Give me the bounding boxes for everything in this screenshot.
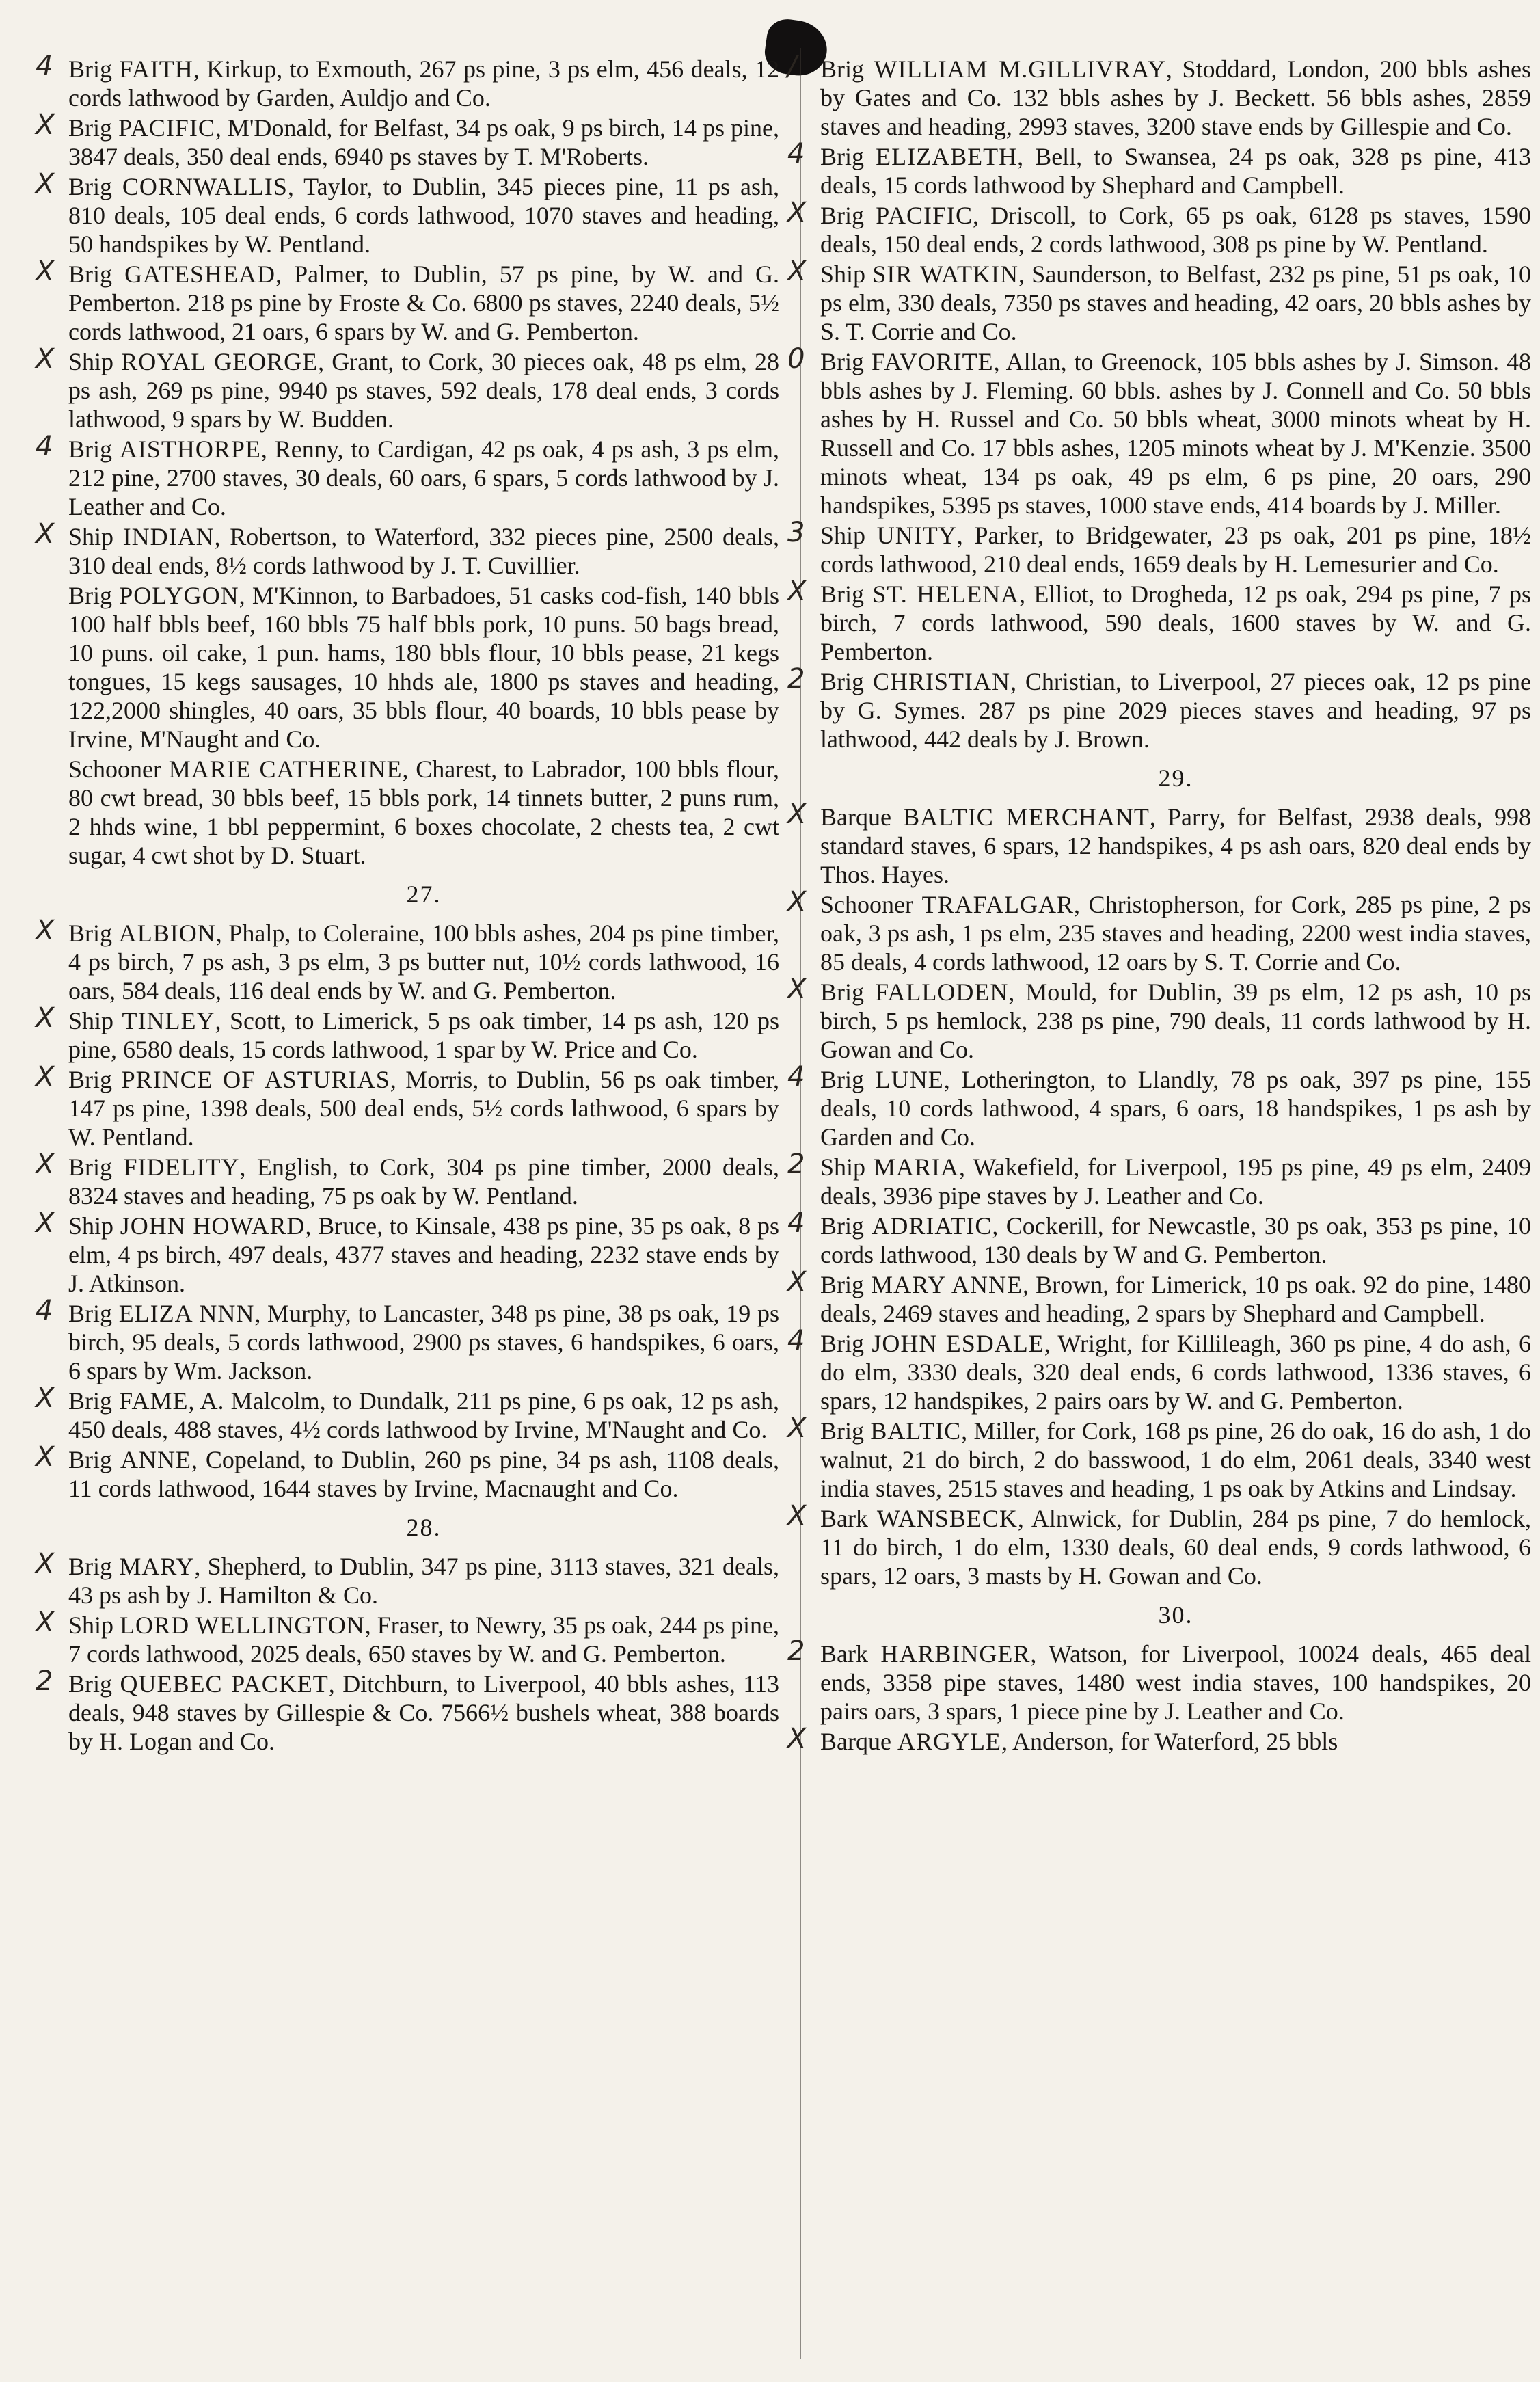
ship-entry <box>36 1665 779 1756</box>
vessel-type: Brig <box>820 1271 865 1298</box>
cargo-details: , Fraser, to Newry, 35 ps oak, 244 ps pine, 7 cords lathwood, 2025 deals, 650 staves by W. and G. Pemberton. <box>68 1611 779 1668</box>
ship-entry <box>787 576 1532 666</box>
cargo-details: , M'Donald, for Belfast, 34 ps oak, 9 ps birch, 14 ps pine, 3847 deals, 350 deal ends, 6940 ps staves by T. M'Roberts. <box>68 114 780 170</box>
vessel-name: GATESHEAD <box>124 260 276 288</box>
cargo-details: , Wright, for Killileagh, 360 ps pine, 4 do ash, 6 do elm, 3330 deals, 320 deal ends, 6 cords lathwood, 1336 staves, 6 spars, 12 handspikes, 2 pairs oars by W. and G. Pemberton. <box>820 1330 1531 1415</box>
ship-entry <box>787 886 1532 976</box>
vessel-name: CHRISTIAN <box>872 668 1010 695</box>
vessel-type: Barque <box>820 1728 891 1755</box>
vessel-type: Brig <box>820 55 865 83</box>
margin-mark: 2 <box>787 1149 805 1180</box>
vessel-name: MARY ANNE <box>871 1271 1023 1298</box>
vessel-type: Barque <box>820 803 891 831</box>
ship-entry <box>36 1295 779 1385</box>
vessel-name: UNITY <box>876 522 957 549</box>
vessel-name: TINLEY <box>122 1007 215 1034</box>
vessel-type: Ship <box>68 1611 114 1639</box>
vessel-name: WANSBECK <box>876 1505 1018 1532</box>
vessel-name: ELIZA NNN <box>118 1300 255 1327</box>
vessel-type: Ship <box>820 260 866 288</box>
ship-entry <box>787 1635 1531 1726</box>
ship-entry <box>787 974 1532 1064</box>
margin-mark: X <box>36 343 55 375</box>
vessel-name: MARIE CATHERINE <box>168 755 403 783</box>
vessel-type: Brig <box>820 668 865 695</box>
margin-mark: X <box>787 886 807 918</box>
cargo-details: , Bell, to Swansea, 24 ps oak, 328 ps pine, 413 deals, 15 cords lathwood by Shephard and Campbell. <box>820 143 1531 199</box>
cargo-details: , Parry, for Belfast, 2938 deals, 998 standard staves, 6 spars, 12 handspikes, 4 ps ash oars, 820 deal ends by Thos. Hayes. <box>820 803 1532 888</box>
vessel-name: SIR WATKIN <box>872 260 1018 288</box>
ship-entry <box>68 755 779 870</box>
margin-mark: X <box>36 1149 55 1180</box>
vessel-name: MARIA <box>874 1153 960 1181</box>
cargo-details: , Palmer, to Dublin, 57 ps pine, by W. and G. Pemberton. 218 ps pine by Froste & Co. 6800 ps staves, 2240 deals, 5½ cords lathwood, 21 oars, 6 spars by W. and G. Pemberton. <box>68 260 779 345</box>
cargo-details: , Parker, to Bridgewater, 23 ps oak, 201 ps pine, 18½ cords lathwood, 210 deal ends, 1659 deals by H. Lemesurier and Co. <box>820 522 1532 578</box>
cargo-details: , Murphy, to Lancaster, 348 ps pine, 38 ps oak, 19 ps birch, 95 deals, 5 cords lathwood, 2900 ps staves, 6 handspikes, 6 oars, 6 spars by Wm. Jackson. <box>68 1300 779 1384</box>
ship-entry <box>787 663 1532 753</box>
ship-entry <box>36 1207 780 1298</box>
cargo-details: , Phalp, to Coleraine, 100 bbls ashes, 204 ps pine timber, 4 ps birch, 7 ps ash, 3 ps elm, 3 ps butter nut, 10½ cords lathwood, 16 oars, 584 deals, 116 deal ends by W. and G. Pemberton. <box>68 920 780 1004</box>
margin-mark: X <box>787 197 807 228</box>
margin-mark: X <box>787 1413 807 1444</box>
ship-entry <box>787 197 1532 258</box>
cargo-details: , Scott, to Limerick, 5 ps oak timber, 14 ps ash, 120 ps pine, 6580 deals, 15 cords lathwood, 1 spar by W. Price and Co. <box>68 1007 780 1063</box>
date-heading: 27. <box>406 881 442 908</box>
ship-entry <box>36 1441 779 1503</box>
ship-entry <box>36 915 780 1005</box>
vessel-type: Ship <box>68 1212 114 1240</box>
date-heading: 28. <box>406 1514 442 1541</box>
cargo-details: , Saunderson, to Belfast, 232 ps pine, 51 ps oak, 10 ps elm, 330 deals, 7350 ps staves and heading, 42 oars, 20 bbls ashes by S. T. Corrie and Co. <box>820 260 1532 345</box>
column-rule <box>800 48 801 2359</box>
vessel-type: Bark <box>820 1505 868 1532</box>
vessel-name: HARBINGER <box>880 1640 1031 1668</box>
margin-mark: 2 <box>36 1665 53 1697</box>
margin-mark: 2 <box>787 1635 805 1667</box>
vessel-name: ROYAL GEORGE <box>121 348 319 375</box>
ship-entry <box>787 138 1531 200</box>
vessel-type: Brig <box>68 436 113 463</box>
cargo-details: , Driscoll, to Cork, 65 ps oak, 6128 ps staves, 1590 deals, 150 deal ends, 2 cords lathwood, 308 ps pine by W. Pentland. <box>820 202 1532 258</box>
vessel-name: INDIAN <box>122 523 215 550</box>
vessel-type: Brig <box>820 1066 865 1093</box>
cargo-details: , Kirkup, to Exmouth, 267 ps pine, 3 ps elm, 456 deals, 12 cords lathwood by Garden, Auldjo and Co. <box>68 55 780 111</box>
ship-entry <box>36 168 779 258</box>
ship-entry <box>36 1607 779 1668</box>
margin-mark: X <box>36 1002 55 1034</box>
margin-mark: X <box>36 1382 55 1414</box>
vessel-type: Ship <box>68 348 114 375</box>
vessel-type: Ship <box>68 1007 114 1034</box>
ship-entry <box>36 431 779 521</box>
cargo-details: , Mould, for Dublin, 39 ps elm, 12 ps ash, 10 ps birch, 5 ps hemlock, 238 ps pine, 790 deals, 11 cords lathwood by H. Gowan and Co. <box>820 978 1532 1063</box>
vessel-type: Brig <box>820 1417 865 1445</box>
ship-entry <box>36 343 779 433</box>
cargo-details: , Christopherson, for Cork, 285 ps pine, 2 ps oak, 3 ps ash, 1 ps elm, 235 staves and heading, 2200 west india staves, 85 deals, 4 cords lathwood, 12 oars by S. T. Corrie and Co. <box>820 891 1532 976</box>
cargo-details: , Bruce, to Kinsale, 438 ps pine, 35 ps oak, 8 ps elm, 4 ps birch, 497 deals, 4377 staves and heading, 2232 stave ends by J. Atkinson. <box>68 1212 780 1297</box>
vessel-type: Brig <box>68 55 113 83</box>
margin-mark: X <box>36 109 55 141</box>
vessel-name: FIDELITY <box>123 1153 240 1181</box>
vessel-type: Brig <box>68 173 113 200</box>
cargo-details: , Lotherington, to Llandly, 78 ps oak, 397 ps pine, 155 deals, 10 cords lathwood, 4 spars, 6 oars, 18 handspikes, 1 ps ash by Garden and Co. <box>820 1066 1532 1151</box>
ship-entry <box>787 1723 1531 1756</box>
margin-mark: X <box>36 1207 55 1239</box>
margin-mark: X <box>787 799 807 830</box>
vessel-type: Brig <box>68 1670 113 1698</box>
cargo-details: , Renny, to Cardigan, 42 ps oak, 4 ps ash, 3 ps elm, 212 pine, 2700 staves, 30 deals, 60 oars, 6 spars, 5 cords lathwood by J. Leather and Co. <box>68 436 779 520</box>
margin-mark: X <box>787 576 807 607</box>
vessel-type: Brig <box>68 1446 113 1473</box>
ship-entry <box>787 799 1532 889</box>
margin-mark: X <box>787 1266 807 1298</box>
vessel-name: WILLIAM M.GILLIVRAY <box>874 55 1166 83</box>
margin-mark: X <box>36 1548 55 1579</box>
margin-mark: 4 <box>36 51 53 82</box>
vessel-type: Brig <box>820 580 865 608</box>
cargo-details: , Brown, for Limerick, 10 ps oak. 92 do pine, 1480 deals, 2469 staves and heading, 2 spars by Shephard and Campbell. <box>820 1271 1531 1327</box>
cargo-details: , Morris, to Dublin, 56 ps oak timber, 147 ps pine, 1398 deals, 500 deal ends, 5½ cords lathwood, 6 spars by W. Pentland. <box>68 1066 779 1151</box>
vessel-name: CORNWALLIS <box>122 173 288 200</box>
ship-entry <box>787 1266 1531 1328</box>
ship-entry <box>787 1149 1531 1210</box>
cargo-details: , Cockerill, for Newcastle, 30 ps oak, 353 ps pine, 10 cords lathwood, 130 deals by W and G. Pemberton. <box>820 1212 1532 1268</box>
margin-mark: X <box>36 1607 55 1638</box>
vessel-type: Brig <box>820 348 865 375</box>
vessel-type: Brig <box>68 1066 113 1093</box>
cargo-details: , Wakefield, for Liverpool, 195 ps pine, 49 ps elm, 2409 deals, 3936 pipe staves by J. Leather and Co. <box>820 1153 1531 1209</box>
vessel-type: Brig <box>68 1300 113 1327</box>
vessel-name: ANNE <box>120 1446 191 1473</box>
cargo-details: , Stoddard, London, 200 bbls ashes by Gates and Co. 132 bbls ashes by J. Beckett. 56 bbls ashes, 2859 staves and heading, 2993 staves, 3200 stave ends by Gillespie and Co. <box>820 55 1532 140</box>
margin-mark: 0 <box>787 343 805 375</box>
ship-entry <box>787 256 1532 346</box>
vessel-name: FAVORITE <box>871 348 994 375</box>
cargo-details: , English, to Cork, 304 ps pine timber, 2000 deals, 8324 staves and heading, 75 ps oak by W. Pentland. <box>68 1153 779 1209</box>
cargo-details: , Anderson, for Waterford, 25 bbls <box>1001 1728 1338 1755</box>
vessel-type: Brig <box>820 143 865 170</box>
vessel-type: Schooner <box>820 891 913 918</box>
margin-mark: 2 <box>787 663 805 695</box>
vessel-name: FAME <box>119 1387 189 1415</box>
ship-entry <box>787 1413 1531 1503</box>
vessel-type: Ship <box>820 1153 866 1181</box>
left-column <box>36 51 780 1757</box>
vessel-name: LUNE <box>875 1066 944 1093</box>
vessel-name: JOHN ESDALE <box>872 1330 1044 1357</box>
vessel-name: PACIFIC <box>876 202 973 229</box>
ship-entry <box>787 517 1532 578</box>
margin-mark: X <box>787 256 807 287</box>
date-heading: 29. <box>1158 764 1193 792</box>
ship-entry <box>36 256 779 346</box>
vessel-name: POLYGON <box>119 582 239 609</box>
vessel-name: ADRIATIC <box>872 1212 992 1240</box>
vessel-type: Brig <box>820 1330 865 1357</box>
vessel-type: Brig <box>68 114 113 142</box>
margin-mark: 4 <box>787 138 805 170</box>
cargo-details: , Christian, to Liverpool, 27 pieces oak, 12 ps pine by G. Symes. 287 ps pine 2029 pieces staves and heading, 97 ps lathwood, 442 deals by J. Brown. <box>820 668 1532 753</box>
vessel-type: Brig <box>68 1153 113 1181</box>
vessel-type: Bark <box>820 1640 868 1668</box>
cargo-details: , Taylor, to Dublin, 345 pieces pine, 11 ps ash, 810 deals, 105 deal ends, 6 cords lathwood, 1070 staves and heading, 50 handspikes by W. Pentland. <box>68 173 779 258</box>
margin-mark: 4 <box>787 1061 805 1093</box>
cargo-details: , Charest, to Labrador, 100 bbls flour, 80 cwt bread, 30 bbls beef, 15 bbls pork, 14 tinnets butter, 2 puns rum, 2 hhds wine, 1 bbl peppermint, 6 boxes chocolate, 2 chests tea, 2 cwt sugar, 4 cwt shot by D. Stuart. <box>68 755 780 869</box>
cargo-details: , M'Kinnon, to Barbadoes, 51 casks cod-fish, 140 bbls 100 half bbls beef, 160 bbls 75 half bbls pork, 10 puns. 50 bags bread, 10 puns. oil cake, 1 pun. hams, 180 bbls flour, 10 bbls pease, 21 kegs tongues, 15 kegs sausages, 10 hhds ale, 1800 ps staves and heading, 122,2000 shingles, 40 oars, 35 bbls flour, 40 boards, 10 bbls pease by Irvine, M'Naught and Co. <box>68 582 780 753</box>
vessel-type: Brig <box>820 978 865 1006</box>
cargo-details: , Alnwick, for Dublin, 284 ps pine, 7 do hemlock, 11 do birch, 1 do elm, 1330 deals, 60 deal ends, 9 cords lathwood, 6 spars, 12 oars, 3 masts by H. Gowan and Co. <box>820 1505 1531 1590</box>
vessel-type: Schooner <box>68 755 161 783</box>
vessel-type: Brig <box>68 1387 113 1415</box>
cargo-details: , Ditchburn, to Liverpool, 40 bbls ashes, 113 deals, 948 staves by Gillespie & Co. 7566½ bushels wheat, 388 boards by H. Logan and Co. <box>68 1670 779 1755</box>
margin-mark: 4 <box>787 1325 805 1356</box>
vessel-name: AISTHORPE <box>119 436 261 463</box>
vessel-type: Brig <box>820 1212 865 1240</box>
date-heading: 30. <box>1158 1601 1193 1629</box>
ship-entry <box>787 51 1532 141</box>
vessel-name: ELIZABETH <box>876 143 1018 170</box>
ship-entry <box>787 343 1532 520</box>
ship-entry <box>36 1149 779 1210</box>
vessel-type: Brig <box>68 260 113 288</box>
margin-mark: X <box>36 1441 55 1473</box>
margin-mark: X <box>36 915 55 946</box>
cargo-details: , Grant, to Cork, 30 pieces oak, 48 ps elm, 28 ps ash, 269 ps pine, 9940 ps staves, 592 deals, 178 deal ends, 3 cords lathwood, 9 spars by W. Budden. <box>68 348 779 433</box>
cargo-details: , Watson, for Liverpool, 10024 deals, 465 deal ends, 3358 pipe staves, 1480 west india staves, 100 handspikes, 20 pairs oars, 3 spars, 1 piece pine by J. Leather and Co. <box>820 1640 1531 1725</box>
margin-mark: X <box>36 168 55 200</box>
vessel-type: Ship <box>68 523 114 550</box>
ship-entry <box>787 1207 1532 1269</box>
vessel-name: QUEBEC PACKET <box>120 1670 329 1698</box>
ship-entry <box>36 1382 780 1444</box>
cargo-details: , Shepherd, to Dublin, 347 ps pine, 3113 staves, 321 deals, 43 ps ash by J. Hamilton & Co. <box>68 1553 779 1609</box>
ship-entry <box>36 1061 779 1151</box>
ship-entry <box>36 1002 780 1064</box>
margin-mark: X <box>36 1061 55 1093</box>
vessel-type: Brig <box>820 202 865 229</box>
ship-entry <box>68 581 779 753</box>
margin-mark: 3 <box>787 517 805 548</box>
cargo-details: , A. Malcolm, to Dundalk, 211 ps pine, 6 ps oak, 12 ps ash, 450 deals, 488 staves, 4½ cords lathwood by Irvine, M'Naught and Co. <box>68 1387 780 1443</box>
margin-mark: 4 <box>36 1295 53 1326</box>
vessel-name: FALLODEN <box>875 978 1009 1006</box>
vessel-name: ST. HELENA <box>872 580 1020 608</box>
vessel-name: PACIFIC <box>118 114 215 142</box>
ship-entry <box>36 109 780 171</box>
vessel-name: MARY <box>119 1553 195 1580</box>
cargo-details: , Elliot, to Drogheda, 12 ps oak, 294 ps pine, 7 ps birch, 7 cords lathwood, 590 deals, 1600 staves by W. and G. Pemberton. <box>820 580 1532 665</box>
cargo-details: , Miller, for Cork, 168 ps pine, 26 do oak, 16 do ash, 1 do walnut, 21 do birch, 2 do basswood, 1 do elm, 2061 deals, 3340 west india staves, 2515 staves and heading, 1 ps oak by Atkins and Lindsay. <box>820 1417 1531 1502</box>
margin-mark: 4 <box>787 1207 805 1239</box>
cargo-details: , Copeland, to Dublin, 260 ps pine, 34 ps ash, 1108 deals, 11 cords lathwood, 1644 staves by Irvine, Macnaught and Co. <box>68 1446 779 1502</box>
margin-mark: X <box>787 974 807 1005</box>
ship-entry <box>36 51 780 112</box>
register-page <box>27 21 1532 2366</box>
cargo-details: , Robertson, to Waterford, 332 pieces pine, 2500 deals, 310 deal ends, 8½ cords lathwood by J. T. Cuvillier. <box>68 523 779 579</box>
vessel-name: FAITH <box>119 55 193 83</box>
vessel-name: ALBION <box>118 920 216 947</box>
cargo-details: , Allan, to Greenock, 105 bbls ashes by J. Simson. 48 bbls ashes by J. Fleming. 60 bbls. ashes by J. Connell and Co. 50 bbls ashes by H. Russel and Co. 50 bbls wheat, 3000 minots wheat by H. Russell and Co. 17 bbls ashes, 1205 minots wheat by J. M'Kenzie. 3500 minots wheat, 134 ps oak, 49 ps elm, 6 ps pine, 20 oars, 290 handspikes, 5395 ps staves, 1000 stave ends, 414 boards by J. Miller. <box>820 348 1532 519</box>
margin-mark: X <box>787 1500 807 1531</box>
vessel-name: ARGYLE <box>897 1728 1001 1755</box>
margin-mark: 4 <box>36 431 53 462</box>
vessel-name: BALTIC MERCHANT <box>903 803 1150 831</box>
ship-entry <box>787 1325 1531 1415</box>
vessel-name: LORD WELLINGTON <box>120 1611 365 1639</box>
vessel-type: Brig <box>68 1553 113 1580</box>
vessel-type: Brig <box>68 582 113 609</box>
margin-mark: X <box>787 1723 807 1754</box>
vessel-type: Brig <box>68 920 113 947</box>
margin-mark: X <box>36 256 55 287</box>
right-column <box>787 51 1532 1757</box>
ship-entry <box>36 1548 779 1609</box>
ship-entry <box>36 518 779 580</box>
margin-mark: / <box>787 51 797 82</box>
ship-entry <box>787 1500 1531 1590</box>
vessel-name: TRAFALGAR <box>921 891 1074 918</box>
vessel-name: PRINCE OF ASTURIAS <box>121 1066 390 1093</box>
vessel-name: JOHN HOWARD <box>120 1212 306 1240</box>
margin-mark: X <box>36 518 55 550</box>
vessel-type: Ship <box>820 522 866 549</box>
ship-entry <box>787 1061 1532 1151</box>
vessel-name: BALTIC <box>870 1417 962 1445</box>
